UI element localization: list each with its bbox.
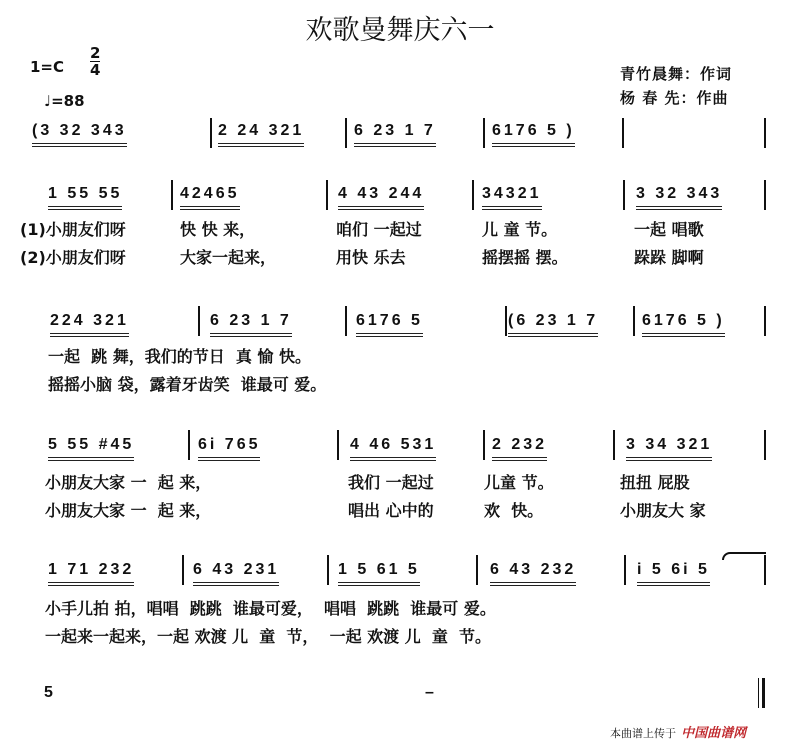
page-title: 欢歌曼舞庆六一 <box>305 15 495 46</box>
barline <box>624 555 626 585</box>
lyric: 快 快 来， <box>180 220 256 239</box>
lyric: 儿童 节。 <box>484 473 554 492</box>
measure: 1 71 232 <box>48 561 134 586</box>
barline <box>764 430 766 460</box>
lyric: 儿 童 节。 <box>482 220 558 239</box>
lyric: (1)小朋友们呀 <box>20 220 126 239</box>
measure: 1 55 55 <box>48 185 122 210</box>
barline <box>505 306 507 336</box>
lyric: 一起 跳 舞，我们的节日 真 愉 快。 <box>48 347 311 366</box>
lyric: 欢 快。 <box>484 501 544 520</box>
measure: 224 321 <box>50 312 129 337</box>
measure: 6176 5 ) <box>642 312 725 337</box>
barline <box>622 118 624 148</box>
lyric: 摇摇小脑 袋，露着牙齿笑 谁最可 爱。 <box>48 375 327 394</box>
measure: 6 43 231 <box>193 561 279 586</box>
barline <box>764 306 766 336</box>
measure: 1 5 61 5 <box>338 561 420 586</box>
watermark <box>610 722 746 741</box>
measure: 6176 5 ) <box>492 122 575 147</box>
lyric: 唱出 心中的 <box>348 501 434 520</box>
measure: 2 24 321 <box>218 122 304 147</box>
measure: 6 23 1 7 <box>354 122 436 147</box>
barline <box>764 180 766 210</box>
barline <box>476 555 478 585</box>
lyric: 摇摆摇 摆。 <box>482 248 568 267</box>
measure: 3 32 343 <box>636 185 722 210</box>
barline <box>210 118 212 148</box>
measure: i 5 6i 5 <box>637 561 710 586</box>
measure: (3 32 343 <box>32 122 127 147</box>
measure: 5 55 #45 <box>48 436 134 461</box>
measure: 4 46 531 <box>350 436 436 461</box>
measure: 4 43 244 <box>338 185 424 210</box>
measure: 6i 765 <box>198 436 260 461</box>
tie-mark <box>722 552 766 560</box>
site-logo: 中国曲谱网 <box>681 726 747 741</box>
measure: 2 232 <box>492 436 547 461</box>
time-signature <box>90 45 100 78</box>
lyric: (2)小朋友们呀 <box>20 248 126 267</box>
barline <box>337 430 339 460</box>
lyric: 小朋友大家 一 起 来， <box>45 501 212 520</box>
final-barline-thick <box>762 678 765 708</box>
measure: 42465 <box>180 185 240 210</box>
measure: – <box>425 684 437 701</box>
barline <box>613 430 615 460</box>
measure: (6 23 1 7 <box>508 312 598 337</box>
lyric: 大家一起来， <box>180 248 277 267</box>
measure: 34321 <box>482 185 542 210</box>
lyric: 我们 一起过 <box>348 473 434 492</box>
barline <box>345 306 347 336</box>
lyricist-credit: 青竹晨舞：作词 <box>620 65 733 83</box>
key-signature: 1=C <box>30 58 65 76</box>
measure: 3 34 321 <box>626 436 712 461</box>
barline <box>188 430 190 460</box>
lyric: 一起来一起来，一起 欢渡 儿 童 节， 一起 欢渡 儿 童 节。 <box>45 627 491 646</box>
measure: 6176 5 <box>356 312 423 337</box>
lyric: 一起 唱歌 <box>634 220 704 239</box>
measure: 5 <box>44 684 56 701</box>
barline <box>633 306 635 336</box>
barline <box>764 118 766 148</box>
barline <box>472 180 474 210</box>
barline <box>326 180 328 210</box>
lyric: 咱们 一起过 <box>336 220 422 239</box>
time-bottom: 4 <box>90 61 101 79</box>
barline <box>483 430 485 460</box>
measure: 6 23 1 7 <box>210 312 292 337</box>
lyric: 用快 乐去 <box>336 248 406 267</box>
barline <box>171 180 173 210</box>
lyric: 小手儿拍 拍，唱唱 跳跳 谁最可爱， 唱唱 跳跳 谁最可 爱。 <box>45 599 496 618</box>
barline <box>623 180 625 210</box>
barline <box>764 555 766 585</box>
lyric: 扭扭 屁股 <box>620 473 690 492</box>
barline <box>483 118 485 148</box>
time-top: 2 <box>90 44 101 62</box>
lyric: 跺跺 脚啊 <box>634 248 704 267</box>
watermark-text: 本曲谱上传于 <box>610 727 676 740</box>
final-barline-thin <box>758 678 759 708</box>
barline <box>345 118 347 148</box>
barline <box>198 306 200 336</box>
barline <box>327 555 329 585</box>
tempo-marking: ♩=88 <box>44 92 85 110</box>
measure: 6 43 232 <box>490 561 576 586</box>
barline <box>182 555 184 585</box>
lyric: 小朋友大家 一 起 来， <box>45 473 212 492</box>
lyric: 小朋友大 家 <box>620 501 706 520</box>
composer-credit: 杨 春 先：作曲 <box>620 89 729 107</box>
